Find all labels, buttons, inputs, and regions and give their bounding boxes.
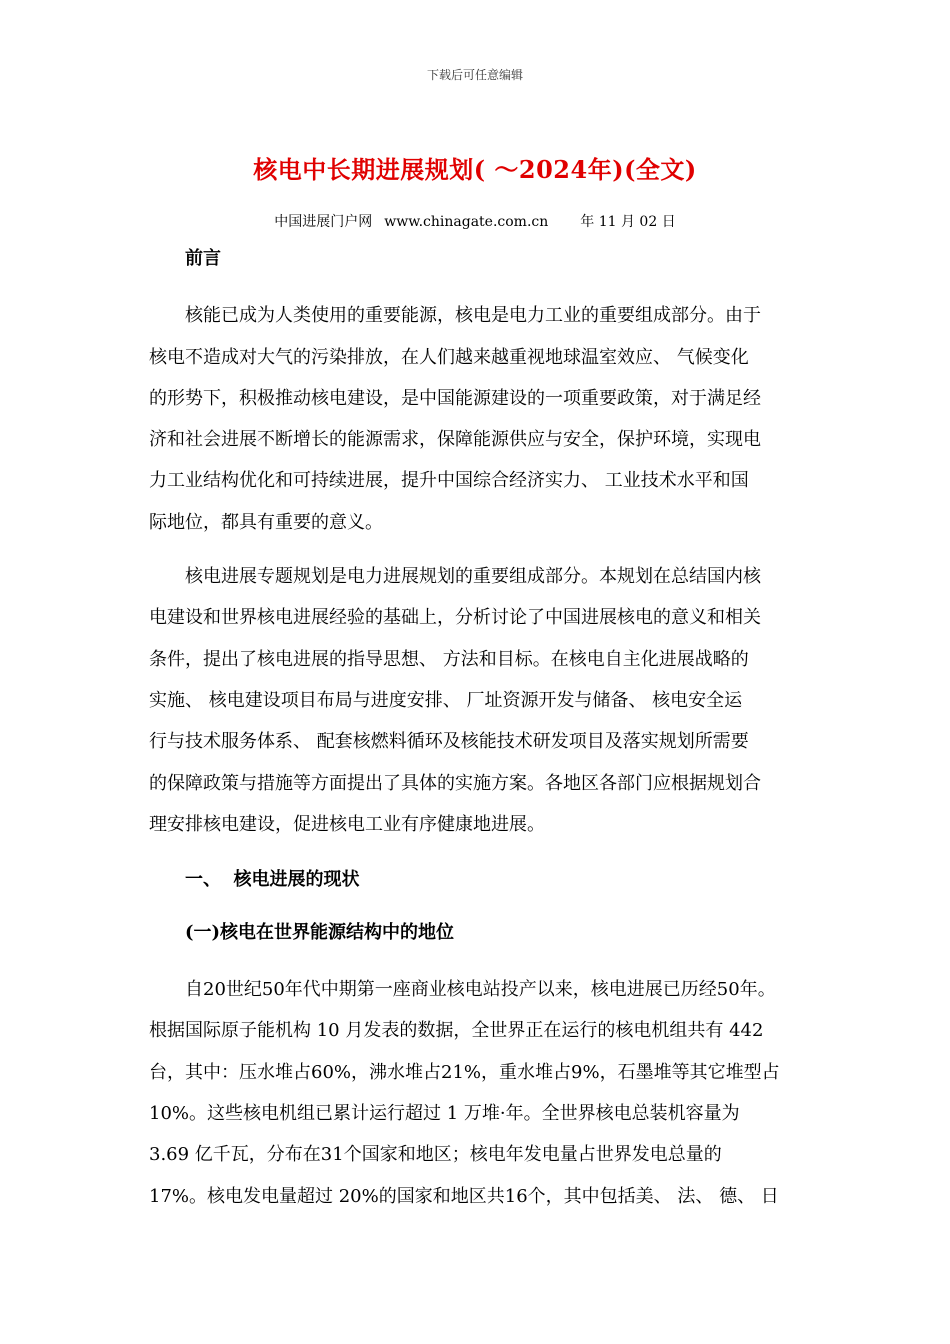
paragraph-line: 台，其中：压水堆占60%，沸水堆占21%，重水堆占9%，石墨堆等其它堆型占 [149,1062,780,1083]
paragraph-line: 3.69 亿千瓦，分布在31个国家和地区；核电年发电量占世界发电总量的 [149,1144,722,1165]
subsection-heading: (一)核电在世界能源结构中的地位 [185,922,455,943]
paragraph-line: 10%。这些核电机组已累计运行超过 1 万堆·年。全世界核电总装机容量为 [149,1103,740,1124]
source-publisher: 中国进展门户网 [274,214,373,230]
paragraph-line: 条件，提出了核电进展的指导思想、 方法和目标。在核电自主化进展战略的 [149,649,749,670]
paragraph-line: 核电不造成对大气的污染排放，在人们越来越重视地球温室效应、 气候变化 [149,347,749,368]
header-note: 下载后可任意编辑 [426,68,523,82]
paragraph-line: 的形势下，积极推动核电建设，是中国能源建设的一项重要政策，对于满足经 [149,388,761,409]
paragraph-line: 电建设和世界核电进展经验的基础上，分析讨论了中国进展核电的意义和相关 [149,607,761,628]
source-date: 年 11 月 02 日 [580,214,676,230]
preface-heading: 前言 [185,248,221,269]
paragraph-line: 行与技术服务体系、 配套核燃料循环及核能技术研发项目及落实规划所需要 [149,731,749,752]
paragraph-line: 际地位，都具有重要的意义。 [149,512,383,533]
paragraph-line: 力工业结构优化和可持续进展，提升中国综合经济实力、 工业技术水平和国 [149,470,749,491]
paragraph-line: 根据国际原子能机构 10 月发表的数据，全世界正在运行的核电机组共有 442 [149,1020,764,1041]
paragraph-line: 17%。核电发电量超过 20%的国家和地区共16个，其中包括美、 法、 德、 日 [149,1186,779,1207]
paragraph-line: 核电进展专题规划是电力进展规划的重要组成部分。本规划在总结国内核 [185,566,761,587]
paragraph-line: 济和社会进展不断增长的能源需求，保障能源供应与安全，保护环境，实现电 [149,429,761,450]
section-heading: 一、 核电进展的现状 [185,869,360,890]
document-title: 核电中长期进展规划( ～2024年)(全文) [253,155,697,184]
source-line [0,211,950,231]
paragraph-line: 实施、 核电建设项目布局与进度安排、 厂址资源开发与储备、 核电安全运 [149,690,743,711]
paragraph-line: 自20世纪50年代中期第一座商业核电站投产以来，核电进展已历经50年。 [185,979,776,1000]
paragraph-line: 核能已成为人类使用的重要能源，核电是电力工业的重要组成部分。由于 [185,305,761,326]
source-url: www.chinagate.com.cn [384,214,549,230]
paragraph-line: 理安排核电建设，促进核电工业有序健康地进展。 [149,814,545,835]
paragraph-line: 的保障政策与措施等方面提出了具体的实施方案。各地区各部门应根据规划合 [149,773,761,794]
